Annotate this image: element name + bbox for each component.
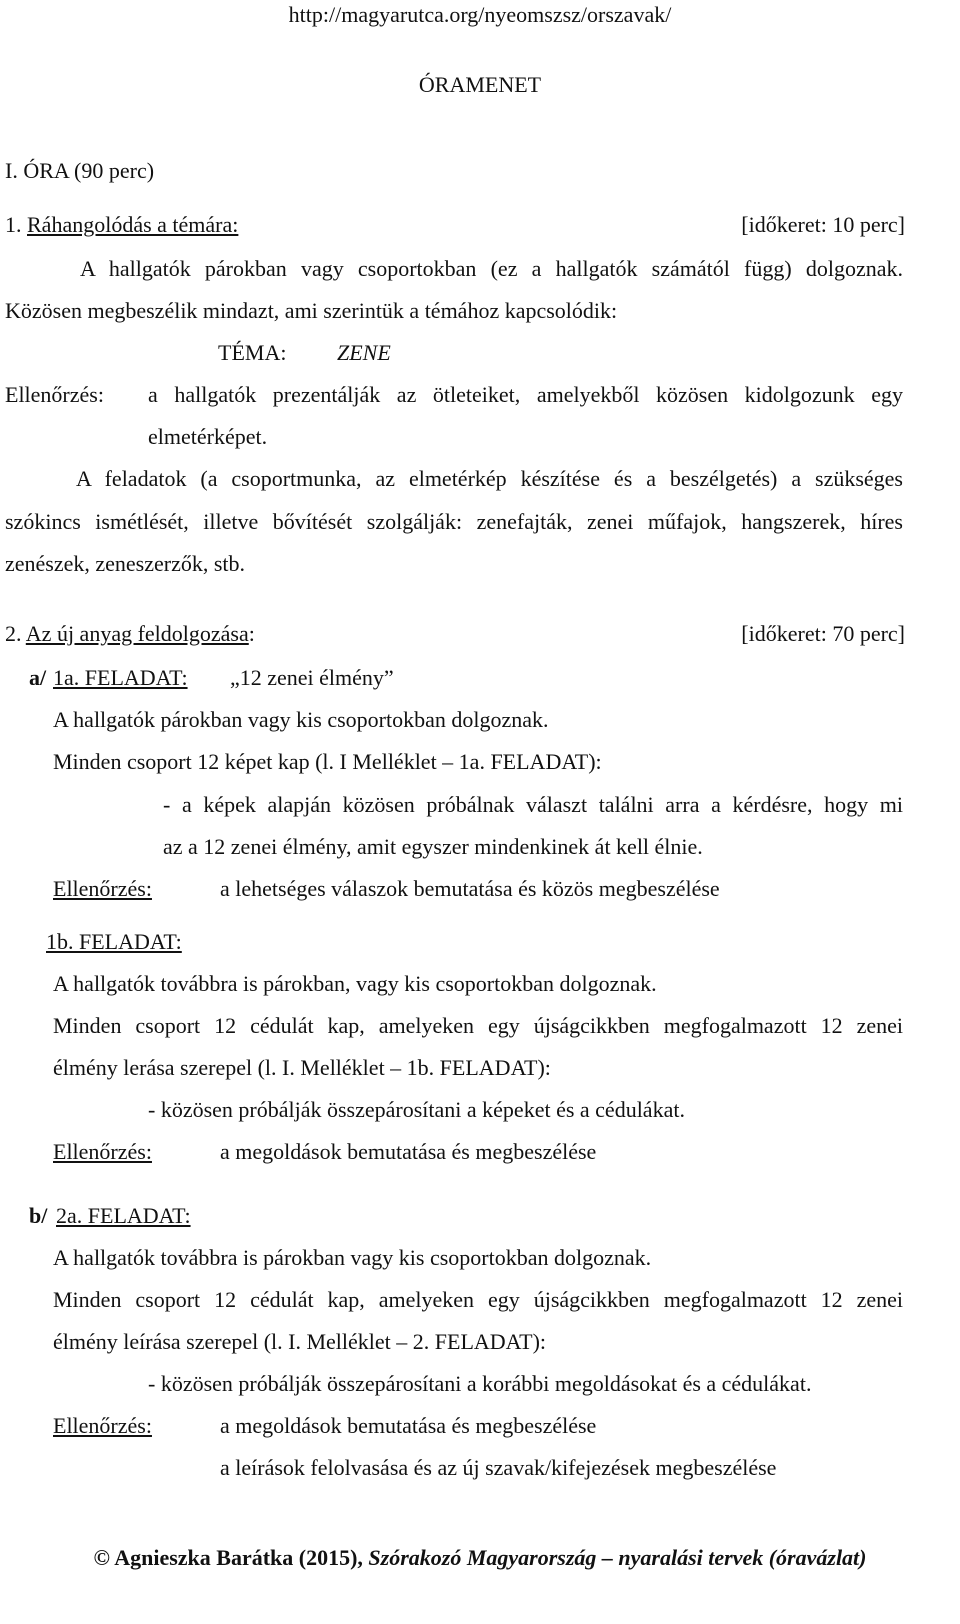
part-b-label: b/ <box>29 1203 48 1228</box>
section-2-title: Az új anyag feldolgozása <box>25 621 249 646</box>
section-2-time: [időkeret: 70 perc] <box>741 621 905 646</box>
section-2-colon: : <box>248 621 255 646</box>
task-1a-line-3: - a képek alapján közösen próbálnak választ találni arra a kérdésre, hogy mi <box>163 792 903 817</box>
task-2a-line-1: A hallgatók továbbra is párokban vagy kis csoportokban dolgoznak. <box>53 1245 652 1270</box>
task-2a-line-2: Minden csoport 12 cédulát kap, amelyeken egy újságcikkben megfogalmazott 12 zenei <box>53 1287 903 1312</box>
task-1b-check-text: a megoldások bemutatása és megbeszélése <box>220 1139 597 1164</box>
page-title: ÓRAMENET <box>418 72 542 97</box>
section-2-number: 2. <box>5 621 26 646</box>
task-2a-check-text-1: a megoldások bemutatása és megbeszélése <box>220 1413 597 1438</box>
ellenorzes-text-1b: elmetérképet. <box>148 424 268 449</box>
section-1-para-2: Közösen megbeszélik mindazt, ami szerintük a témához kapcsolódik: <box>5 298 618 323</box>
section-1-heading <box>5 212 238 238</box>
task-1b-line-3: élmény lerása szerepel (l. I. Melléklet – 1b. FELADAT): <box>53 1055 551 1080</box>
task-2a-check-text-2: a leírások felolvasása és az új szavak/kifejezések megbeszélése <box>220 1455 777 1480</box>
task-2a-line-4: - közösen próbálják összepárosítani a korábbi megoldásokat és a cédulákat. <box>148 1371 812 1396</box>
lesson-heading: I. ÓRA (90 perc) <box>5 158 155 183</box>
task-1b-label: 1b. FELADAT: <box>46 929 182 954</box>
task-1a-line-1: A hallgatók párokban vagy kis csoportokban dolgoznak. <box>53 707 549 732</box>
task-1a-check-text: a lehetséges válaszok bemutatása és közös megbeszélése <box>220 876 720 901</box>
ellenorzes-text-1: a hallgatók prezentálják az ötleteiket, amelyekből közösen kidolgozunk egy <box>148 382 903 407</box>
section-1-title: Ráhangolódás a témára: <box>27 212 239 237</box>
task-1a-check-label: Ellenőrzés: <box>53 876 152 901</box>
tema-value: ZENE <box>337 340 391 365</box>
section-1-time: [időkeret: 10 perc] <box>741 212 905 237</box>
task-1a-title: „12 zenei élmény” <box>230 665 394 690</box>
section-1-number: 1. <box>5 212 27 237</box>
task-1b-line-4: - közösen próbálják összepárosítani a képeket és a cédulákat. <box>148 1097 685 1122</box>
task-1b-line-2: Minden csoport 12 cédulát kap, amelyeken egy újságcikkben megfogalmazott 12 zenei <box>53 1013 903 1038</box>
task-1a-line-2: Minden csoport 12 képet kap (l. I Melléklet – 1a. FELADAT): <box>53 749 602 774</box>
section-1-para-1: A hallgatók párokban vagy csoportokban (ez a hallgatók számától függ) dolgoznak. <box>80 256 903 281</box>
task-1a-line-4: az a 12 zenei élmény, amit egyszer mindenkinek át kell élnie. <box>163 834 703 859</box>
task-2a-label: 2a. FELADAT: <box>56 1203 191 1228</box>
task-1b-line-1: A hallgatók továbbra is párokban, vagy kis csoportokban dolgoznak. <box>53 971 657 996</box>
feladatok-line-2: szókincs ismétlését, illetve bővítését szolgálják: zenefajták, zenei műfajok, hangszerek, híres <box>5 509 903 534</box>
feladatok-line-1: A feladatok (a csoportmunka, az elmetérkép készítése és a beszélgetés) a szükséges <box>76 466 903 491</box>
feladatok-line-3: zenészek, zeneszerzők, stb. <box>5 551 246 576</box>
footer-work-title: Szórakozó Magyarország – nyaralási tervek (óravázlat) <box>368 1545 867 1570</box>
footer <box>0 1545 960 1571</box>
part-a-label: a/ <box>29 665 47 690</box>
tema-label: TÉMA: <box>218 340 287 365</box>
section-2-heading <box>5 621 255 647</box>
task-1a-label: 1a. FELADAT: <box>53 665 188 690</box>
ellenorzes-label-1: Ellenőrzés: <box>5 382 104 407</box>
header-url: http://magyarutca.org/nyeomszsz/orszavak/ <box>288 2 672 27</box>
task-2a-check-label: Ellenőrzés: <box>53 1413 152 1438</box>
task-2a-line-3: élmény leírása szerepel (l. I. Melléklet – 2. FELADAT): <box>53 1329 547 1354</box>
footer-copyright: © Agnieszka Barátka (2015), <box>93 1545 369 1570</box>
task-1b-check-label: Ellenőrzés: <box>53 1139 152 1164</box>
